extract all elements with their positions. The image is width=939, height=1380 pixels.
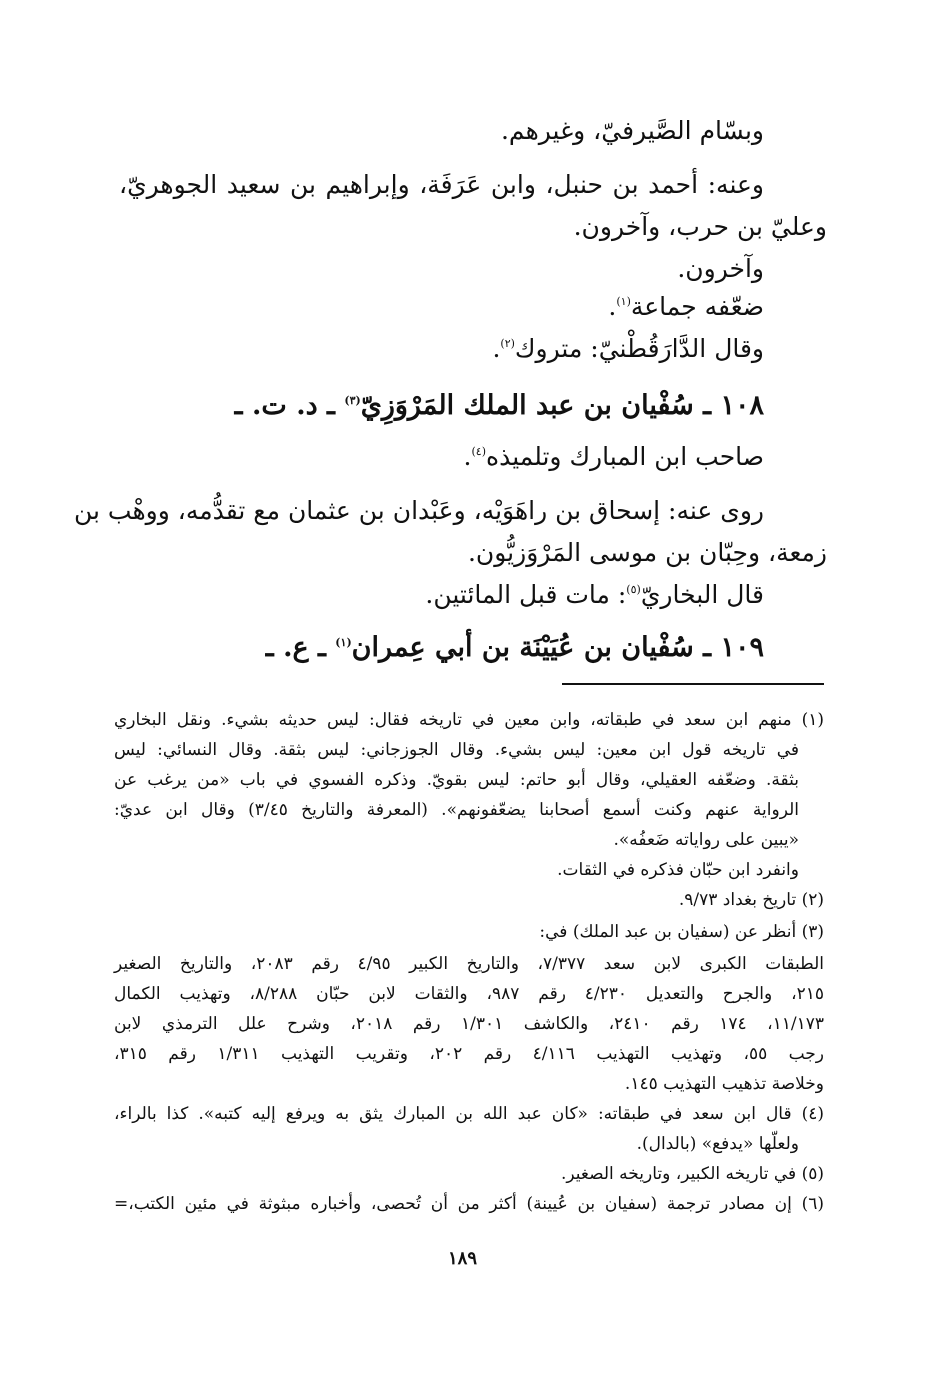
footnote-ref: (٣) [344, 394, 361, 407]
footnote-ref: (٥) [626, 583, 641, 596]
entry-title: ١٠٩ ـ سُفْيان بن عُيَيْنَة بن أبي عِمران [351, 632, 764, 663]
footnote-1-line-2: في تاريخه قول ابن معين: ليس بشيء. وقال الجوزجاني: ليس بثقة. وقال النسائي: ليس [114, 740, 799, 760]
footnote-ref: (٢) [500, 337, 515, 350]
entry-heading-108 [235, 388, 764, 424]
body-text: . [492, 334, 501, 363]
body-line-3: وعليّ بن حرب، وآخرون. [573, 212, 827, 241]
footnote-3-line-3: ٢١٥، والجرح والتعديل ٤/٢٣٠ رقم ٩٨٧، والثقات لابن حبّان ٨/٢٨٨، وتهذيب الكمال [114, 984, 824, 1004]
footnote-ref: (١) [616, 295, 631, 308]
body-text: وقال الدَّارَقُطْنيّ: متروك [514, 334, 764, 363]
footnote-3-line-5: رجب ٥٥، وتهذيب التهذيب ٤/١١٦ رقم ٢٠٢، وتقريب التهذيب ١/٣١١ رقم ٣١٥، [114, 1044, 825, 1064]
entry-sigla: ـ د. ت. ـ [234, 390, 345, 421]
body-line-6 [492, 332, 764, 366]
footnote-1-line-6: وانفرد ابن حبّان فذكره في الثقات. [557, 860, 799, 880]
body-line-9: زمعة، وحِبّان بن موسى المَرْوَزيُّون. [467, 538, 827, 567]
footnote-separator [562, 683, 824, 685]
body-text: صاحب ابن المبارك وتلميذه [485, 442, 764, 471]
body-line-5 [608, 290, 764, 324]
body-text: ضعّفه جماعة [630, 292, 764, 321]
body-line-10 [425, 578, 764, 612]
page-number: ١٨٩ [448, 1248, 478, 1269]
footnote-3-line-1: (٣) أنظر عن (سفيان بن عبد الملك) في: [539, 922, 824, 942]
body-line-7 [464, 440, 764, 474]
footnote-3-line-6: وخلاصة تذهيب التهذيب ١٤٥. [624, 1074, 824, 1094]
footnote-ref: (٤) [471, 445, 486, 458]
footnote-4-line-1: (٤) قال ابن سعد في طبقاته: «كان عبد الله بن المبارك يثق به ويرفع إليه كتبه». كذا بالراء، [114, 1104, 824, 1124]
entry-sigla: ـ ع. ـ [265, 632, 336, 663]
footnote-3-line-4: ١١/١٧٣، ١٧٤ رقم ٢٤١٠، والكاشف ١/٣٠١ رقم ٢٠١٨، وشرح علل الترمذي لابن [114, 1014, 824, 1034]
footnote-1-line-4: الرواية عنهم وكنت أسمع أصحابنا يضعّفونهم». (المعرفة والتاريخ ٣/٤٥) وقال ابن عديّ: [114, 800, 799, 820]
footnote-1-line-5: «يبين على رواياته ضَعفُه». [613, 830, 799, 850]
footnote-6-line-1: (٦) إن مصادر ترجمة (سفيان بن عُيينة) أكثر من أن تُحصى، وأخباره مبثوثة في مئين الكتب،= [114, 1194, 824, 1214]
footnote-4-line-2: ولعلّها «يدفع» (بالدال). [636, 1134, 799, 1154]
body-line-8: روى عنه: إسحاق بن راهَوَيْه، وعَبْدان بن عثمان مع تقدُّمه، ووهْب بن [74, 496, 764, 525]
body-text: : مات قبل المائتين. [425, 580, 627, 609]
body-line-4: وآخرون. [677, 254, 764, 283]
entry-heading-109 [266, 630, 764, 666]
body-text: قال البخاريّ [640, 580, 764, 609]
body-text: . [463, 442, 472, 471]
footnote-5: (٥) في تاريخه الكبير، وتاريخه الصغير. [561, 1164, 824, 1184]
footnote-ref: (١) [335, 636, 352, 649]
footnote-3-line-2: الطبقات الكبرى لابن سعد ٧/٣٧٧، والتاريخ الكبير ٤/٩٥ رقم ٢٠٨٣، والتاريخ الصغير [114, 954, 824, 974]
body-line-1: وبسّام الصَّيرفيّ، وغيرهم. [500, 116, 764, 145]
entry-title: ١٠٨ ـ سُفْيان بن عبد الملك المَرْوَزِيّ [360, 390, 764, 421]
footnote-1-line-3: بثقة. وضعّفه العقيلي، وقال أبو حاتم: ليس بقويّ. وذكره الفسوي في باب «من يرغب عن [114, 770, 799, 790]
footnote-1-line-1: (١) منهم ابن سعد في طبقاته، وابن معين في تاريخه فقال: ليس حديثه بشيء. ونقل البخاري [114, 710, 824, 730]
body-text: . [608, 292, 617, 321]
footnote-2: (٢) تاريخ بغداد ٩/٧٣. [678, 890, 824, 910]
body-line-2: وعنه: أحمد بن حنبل، وابن عَرَفَة، وإبراهيم بن سعيد الجوهريّ، [119, 170, 764, 199]
